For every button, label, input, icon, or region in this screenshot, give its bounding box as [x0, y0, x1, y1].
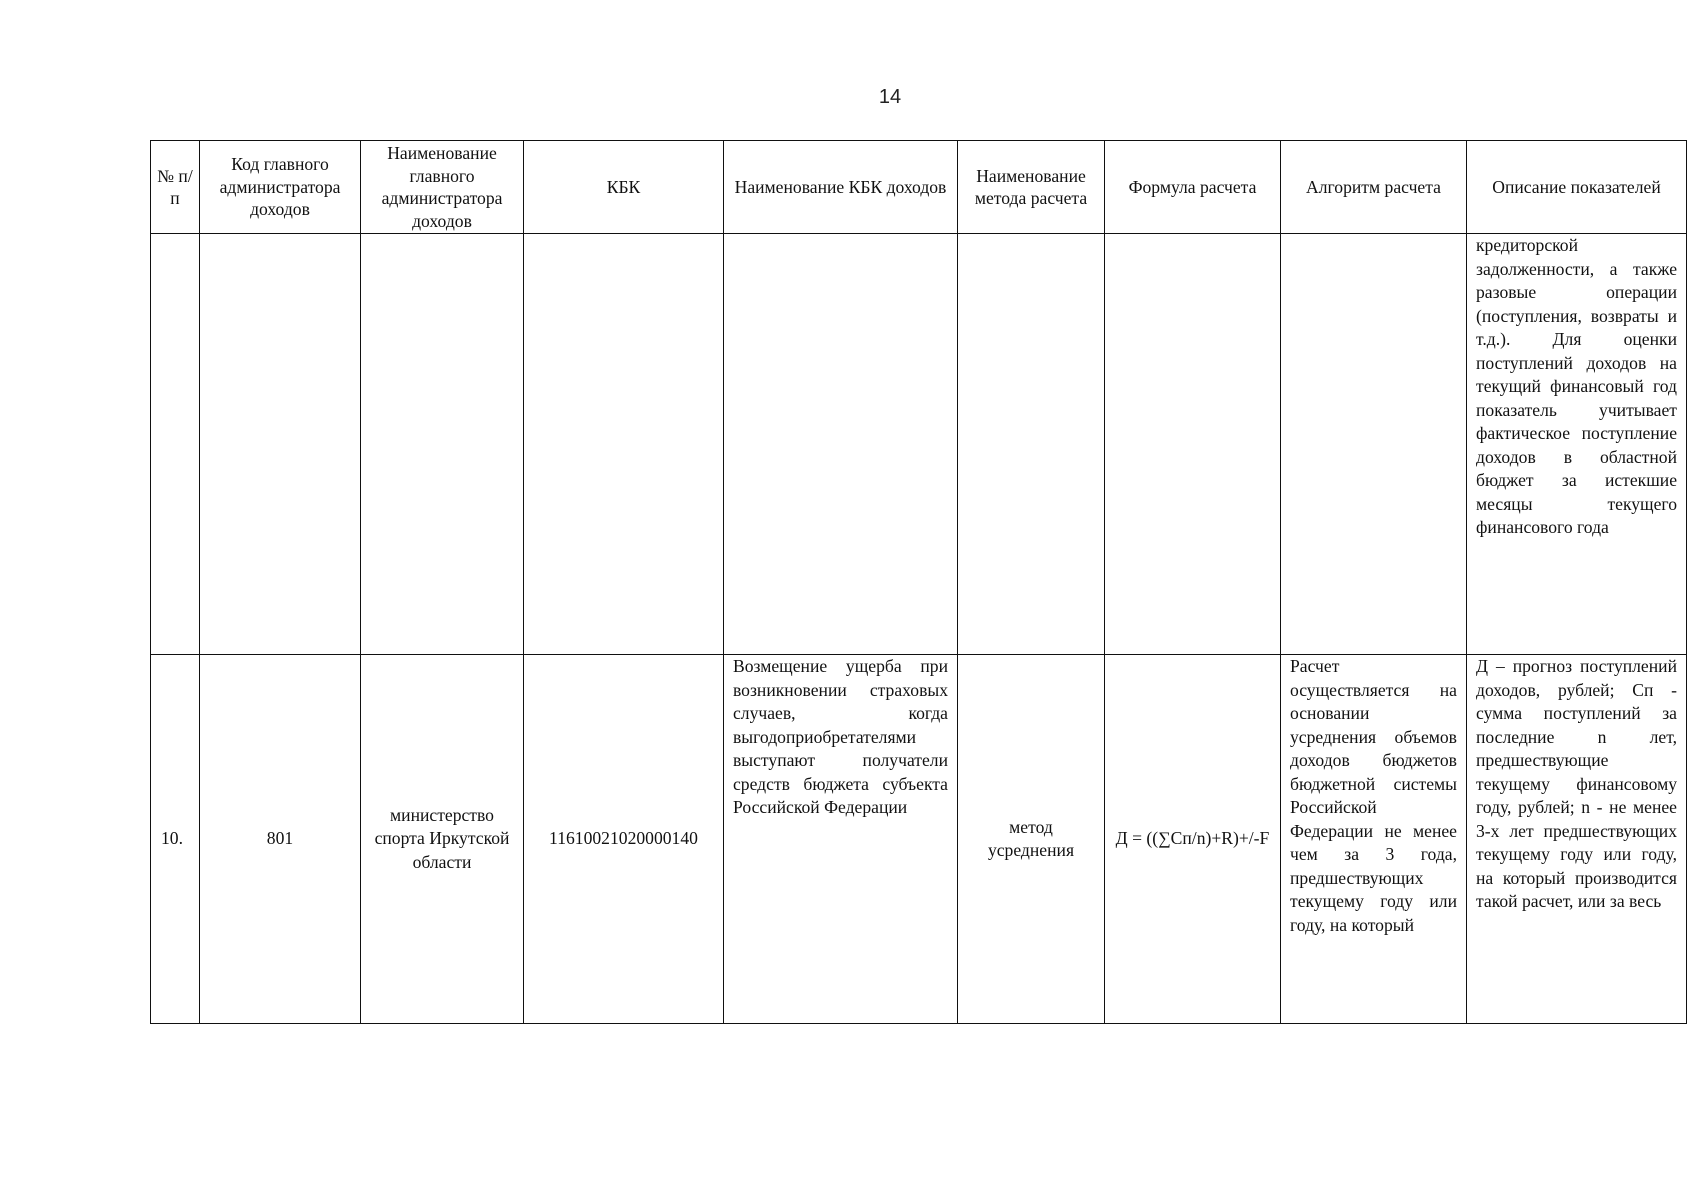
- cell-description: Д – прогноз поступлений доходов, рублей; Сп - сумма поступлений за последние n лет, предшествующие текущему финансовому году, рублей; n - не менее 3-х лет предшествующих текущему году или году, на который производится такой расчет, или за весь: [1467, 655, 1687, 1024]
- header-row: [151, 141, 1687, 234]
- header-admin-code: Код главного администратора доходов: [200, 141, 361, 234]
- cell-empty: [200, 234, 361, 655]
- header-admin-name: Наименование главного администратора доходов: [361, 141, 524, 234]
- cell-kbk: 11610021020000140: [524, 655, 724, 1024]
- page-number: 14: [878, 86, 902, 108]
- cell-empty: [151, 234, 200, 655]
- cell-empty: [724, 234, 958, 655]
- cell-empty: [1281, 234, 1467, 655]
- header-kbk-name: Наименование КБК доходов: [724, 141, 958, 234]
- cell-kbk-name: Возмещение ущерба при возникновении страховых случаев, когда выгодоприобретателями выступают получатели средств бюджета субъекта Российской Федерации: [724, 655, 958, 1024]
- cell-admin-name: министерство спорта Иркутской области: [361, 655, 524, 1024]
- revenue-forecast-table: [150, 140, 1687, 1024]
- cell-description-continued: кредиторской задолженности, а также разовые операции (поступления, возвраты и т.д.). Для оценки поступлений доходов на текущий финансовый год показатель учитывает фактическое поступление доходов в областной бюджет за истекшие месяцы текущего финансового года: [1467, 234, 1687, 655]
- header-description: Описание показателей: [1467, 141, 1687, 234]
- header-num: № п/п: [151, 141, 200, 234]
- cell-algorithm: Расчет осуществляется на основании усреднения объемов доходов бюджетов бюджетной системы Российской Федерации не менее чем за 3 года, предшествующих текущему году или году, на который: [1281, 655, 1467, 1024]
- cell-empty: [1105, 234, 1281, 655]
- cell-empty: [958, 234, 1105, 655]
- header-method: Наименование метода расчета: [958, 141, 1105, 234]
- cell-empty: [524, 234, 724, 655]
- header-kbk: КБК: [524, 141, 724, 234]
- cell-admin-code: 801: [200, 655, 361, 1024]
- table-row-continued: [151, 234, 1687, 655]
- cell-method: метод усреднения: [958, 655, 1105, 1024]
- header-formula: Формула расчета: [1105, 141, 1281, 234]
- cell-formula: Д = ((∑Сп/n)+R)+/-F: [1105, 655, 1281, 1024]
- cell-num: 10.: [151, 655, 200, 1024]
- table-row: [151, 655, 1687, 1024]
- cell-empty: [361, 234, 524, 655]
- header-algorithm: Алгоритм расчета: [1281, 141, 1467, 234]
